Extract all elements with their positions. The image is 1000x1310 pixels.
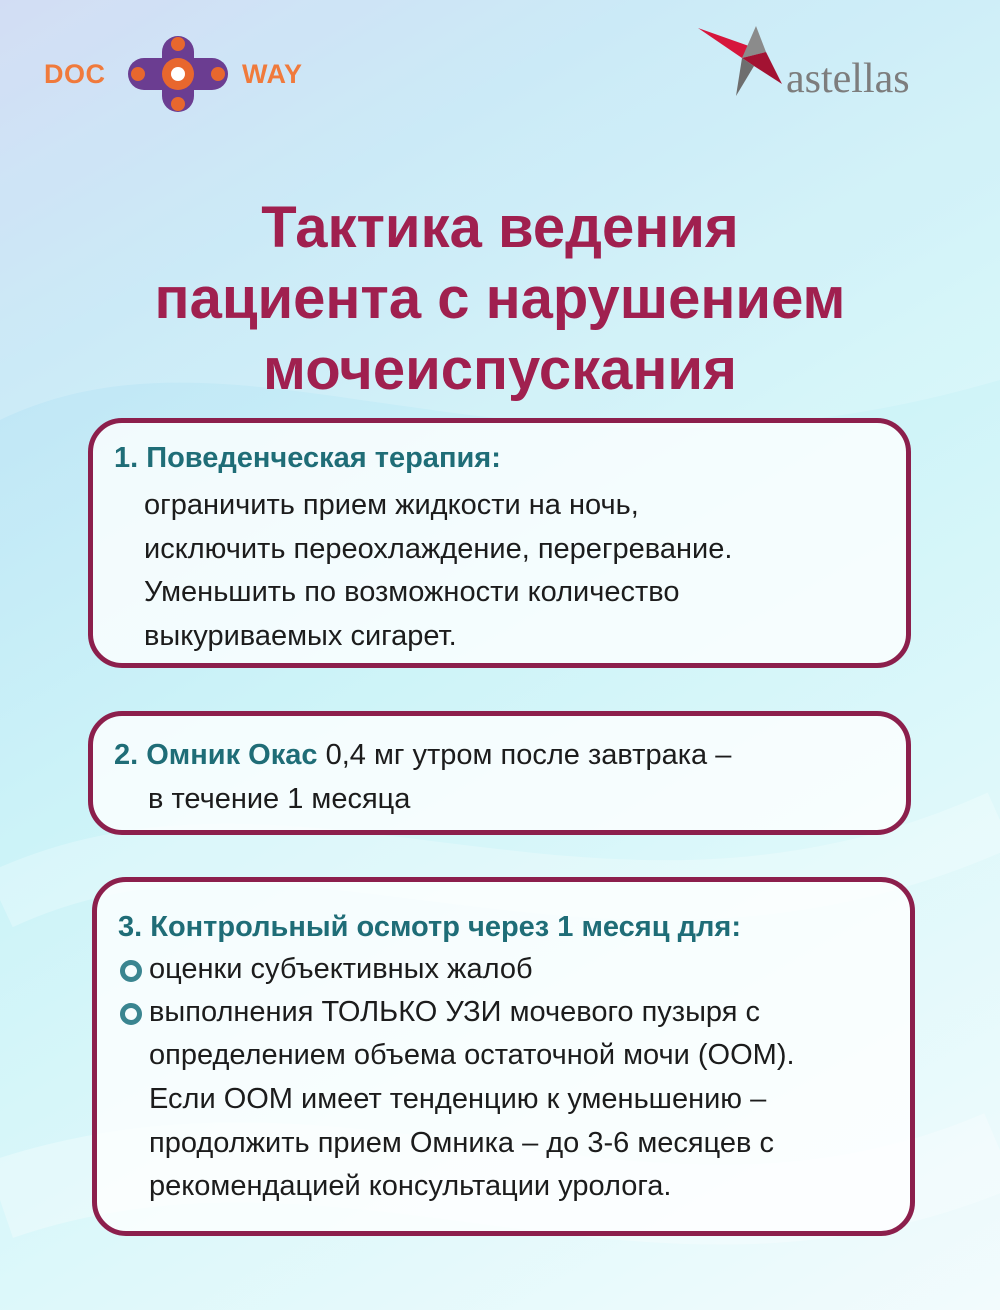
title-line: мочеиспускания xyxy=(263,337,737,402)
step-3-title: Контрольный осмотр через 1 месяц для: xyxy=(150,911,742,943)
step-1-text-line: выкуриваемых сигарет. xyxy=(144,620,457,652)
step-1-card xyxy=(88,418,911,668)
step-1-number: 1. xyxy=(114,442,139,474)
step-3-card xyxy=(92,877,915,1236)
step-3-bullet-text: рекомендацией консультации уролога. xyxy=(149,1170,672,1202)
step-3-bullet-text: определением объема остаточной мочи (ООМ). xyxy=(149,1039,795,1071)
step-1-heading xyxy=(114,438,501,478)
step-2-duration: в течение 1 месяца xyxy=(148,783,411,815)
step-1-title: Поведенческая терапия: xyxy=(146,442,501,474)
docway-logo-way: WAY xyxy=(242,59,303,89)
step-3-number: 3. xyxy=(118,911,143,943)
step-3-bullet-text: Если ООМ имеет тенденцию к уменьшению – xyxy=(149,1083,767,1115)
title-line: Тактика ведения xyxy=(261,195,739,260)
step-1-text-line: ограничить прием жидкости на ночь, xyxy=(144,489,639,521)
step-2-line xyxy=(114,735,731,775)
page-title xyxy=(0,192,1000,405)
docway-logo xyxy=(40,28,340,120)
astellas-star-icon xyxy=(696,22,796,102)
title-line: пациента с нарушением xyxy=(154,266,846,331)
bullet-circle-icon xyxy=(120,1003,142,1025)
step-2-drug-name: Омник Окас xyxy=(146,739,318,771)
bullet-circle-icon xyxy=(120,960,142,982)
docway-logo-doc: DOC xyxy=(44,59,106,89)
astellas-logo-text: astellas xyxy=(786,56,910,102)
step-3-bullet-text: оценки субъективных жалоб xyxy=(149,953,533,985)
step-1-text-line: исключить переохлаждение, перегревание. xyxy=(144,533,733,565)
step-3-heading xyxy=(118,907,741,947)
docway-cross-icon xyxy=(118,28,238,120)
step-3-bullet-text: продолжить прием Омника – до 3-6 месяцев с xyxy=(149,1127,774,1159)
step-2-number: 2. xyxy=(114,739,139,771)
step-2-card xyxy=(88,711,911,835)
step-1-text-line: Уменьшить по возможности количество xyxy=(144,576,680,608)
astellas-logo xyxy=(696,22,958,102)
step-2-dose: 0,4 мг утром после завтрака – xyxy=(317,739,732,771)
step-3-bullet-text: выполнения ТОЛЬКО УЗИ мочевого пузыря с xyxy=(149,996,760,1028)
